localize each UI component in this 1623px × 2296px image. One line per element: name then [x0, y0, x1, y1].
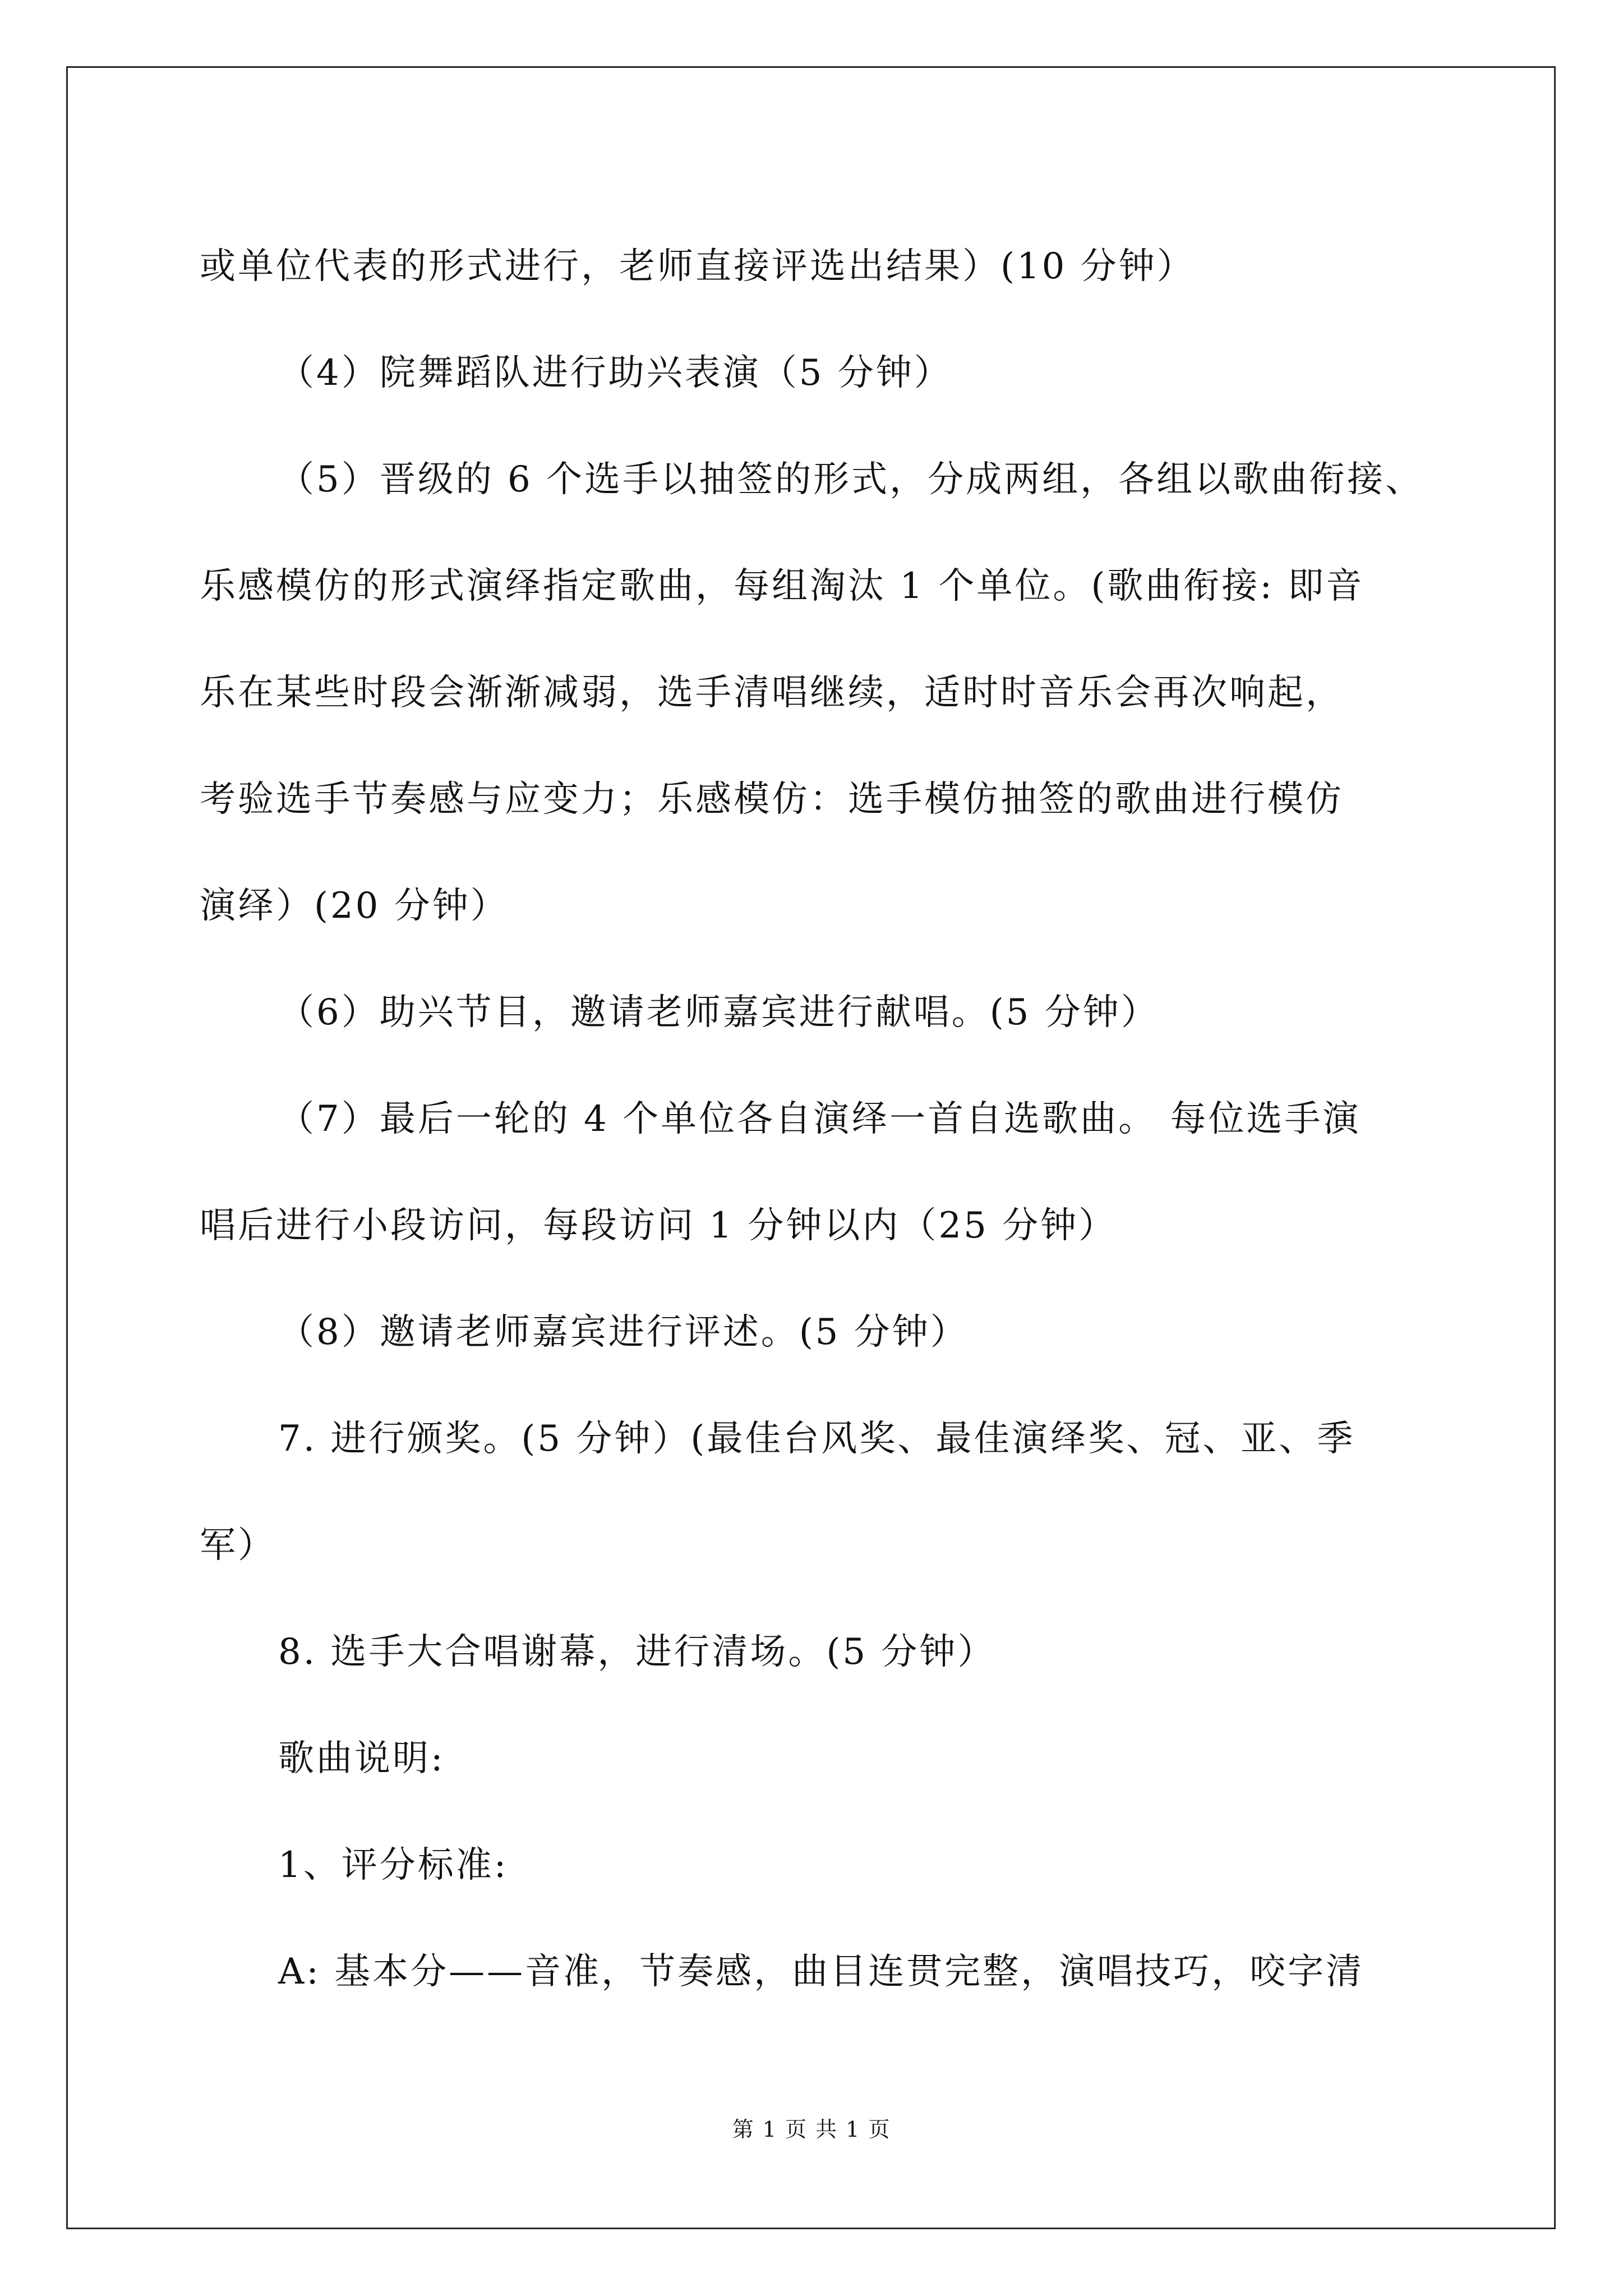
text-line-4: 乐感模仿的形式演绎指定歌曲，每组淘汰 1 个单位。(歌曲衔接: 即音 [200, 565, 1364, 607]
text-line-15: 歌曲说明: [278, 1738, 445, 1779]
text-line-1: 或单位代表的形式进行，老师直接评选出结果）(10 分钟） [200, 246, 1195, 287]
text-line-6: 考验选手节奏感与应变力；乐感模仿：选手模仿抽签的歌曲进行模仿 [200, 779, 1344, 820]
text-line-3: （5）晋级的 6 个选手以抽签的形式，分成两组，各组以歌曲衔接、 [278, 459, 1424, 500]
text-line-5: 乐在某些时段会渐渐减弱，选手清唱继续，适时时音乐会再次响起， [200, 672, 1344, 714]
page-footer: 第 1 页 共 1 页 [732, 2117, 891, 2142]
text-line-12: 7. 进行颁奖。(5 分钟）(最佳台风奖、最佳演绎奖、冠、亚、季 [278, 1418, 1355, 1460]
text-line-9: （7）最后一轮的 4 个单位各自演绎一首自选歌曲。 每位选手演 [278, 1098, 1361, 1140]
text-line-16: 1、评分标准: [278, 1844, 509, 1886]
text-line-14: 8. 选手大合唱谢幕，进行清场。(5 分钟） [278, 1631, 996, 1673]
text-line-7: 演绎）(20 分钟） [200, 885, 509, 927]
text-line-10: 唱后进行小段访问，每段访问 1 分钟以内（25 分钟） [200, 1205, 1117, 1246]
text-line-17: A: 基本分——音准，节奏感，曲目连贯完整，演唱技巧，咬字清 [278, 1951, 1364, 1993]
text-line-2: （4）院舞蹈队进行助兴表演（5 分钟） [278, 352, 952, 394]
text-line-13: 军） [200, 1525, 276, 1566]
document-body [200, 213, 1428, 2025]
text-line-8: （6）助兴节目，邀请老师嘉宾进行献唱。(5 分钟） [278, 992, 1159, 1033]
text-line-11: （8）邀请老师嘉宾进行评述。(5 分钟） [278, 1312, 969, 1353]
